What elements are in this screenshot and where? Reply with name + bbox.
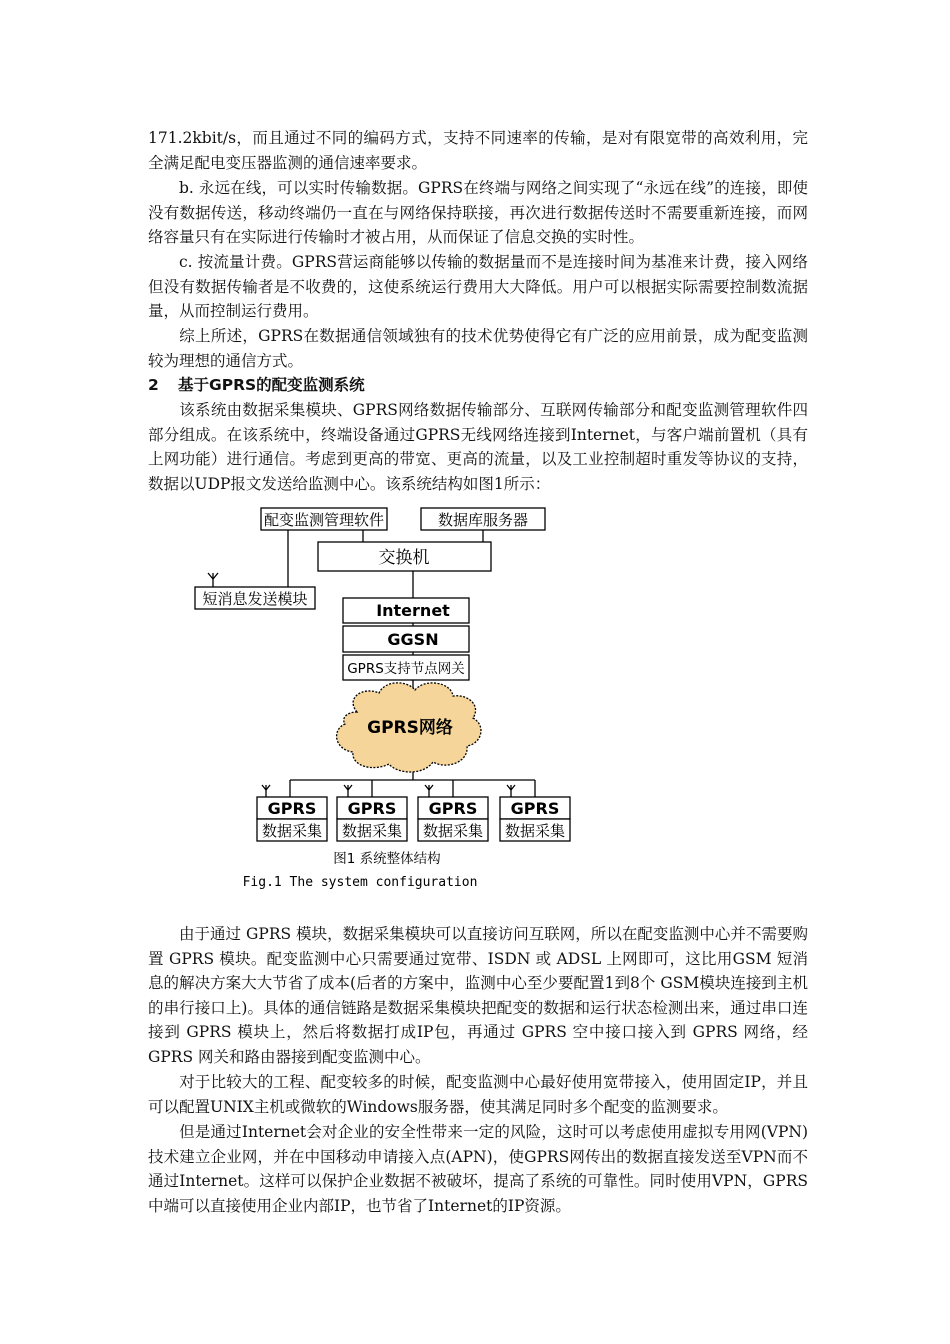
terminal-data-label: 数据采集 bbox=[422, 822, 484, 840]
paragraph-text: 对于比较大的工程、配变较多的时候，配变监测中心最好使用宽带接入，使用固定IP，并且可以配置UNIX主机或微软的Windows服务器，使其满足同时多个配变的监测要求。 bbox=[148, 1073, 808, 1116]
antenna-icon bbox=[507, 785, 515, 797]
paragraph-data-rate bbox=[148, 126, 808, 175]
paragraph-vpn bbox=[148, 1120, 808, 1218]
cloud-label: GPRS网络 bbox=[367, 718, 453, 738]
sms-module-label: 短消息发送模块 bbox=[202, 590, 308, 608]
section-number: 2 bbox=[148, 376, 159, 394]
paragraph-summary bbox=[148, 324, 808, 373]
gprs-network-cloud bbox=[337, 683, 481, 772]
paragraph-text: 由于通过 GPRS 模块，数据采集模块可以直接访问互联网，所以在配变监测中心并不需要购置 GPRS 模块。配变监测中心只需要通过宽带、ISDN 或 ADSL 上网即可，这比用GSM 短消息的解决方案大大节省了成本(后者的方案中，监测中心至少要配置1到8个 GSM模块连接到主机的串行接口上)。具体的通信链路是数据采集模块把配变的数据和运行状态检测出来，通过串口连接到 GPRS 模块上，然后将数据打成IP包，再通过 GPRS 空中接口接入到 GPRS 网络，经 GPRS 网关和路由器接到配变监测中心。 bbox=[148, 925, 808, 1066]
paragraph-always-online bbox=[148, 176, 808, 250]
mgmt-software-label: 配变监测管理软件 bbox=[263, 511, 385, 529]
db-server-label: 数据库服务器 bbox=[437, 511, 529, 529]
paragraph-text: 综上所述，GPRS在数据通信领域独有的技术优势使得它有广泛的应用前景，成为配变监测较为理想的通信方式。 bbox=[148, 327, 808, 370]
paragraph-broadband bbox=[148, 1070, 808, 1119]
terminal-gprs-label: GPRS bbox=[347, 799, 397, 818]
system-diagram bbox=[185, 500, 585, 895]
antenna-icon bbox=[262, 785, 270, 797]
paragraph-text: b. 永远在线，可以实时传输数据。GPRS在终端与网络之间实现了“永远在线”的连接，即使没有数据传送，移动终端仍一直在与网络保持联接，再次进行数据传送时不需要重新连接，而网络容量只有在实际进行传输时才被占用，从而保证了信息交换的实时性。 bbox=[148, 179, 808, 246]
paragraph-text: 171.2kbit/s，而且通过不同的编码方式，支持不同速率的传输，是对有限宽带的高效利用，完全满足配电变压器监测的通信速率要求。 bbox=[148, 129, 808, 172]
paragraph-system-intro bbox=[148, 398, 808, 496]
antenna-icon bbox=[344, 785, 352, 797]
switch-box bbox=[318, 542, 491, 571]
paragraph-text: c. 按流量计费。GPRS营运商能够以传输的数据量而不是连接时间为基准来计费，接入网络但没有数据传输者是不收费的，这使系统运行费用大大降低。用户可以根据实际需要控制数流据量，从而控制运行费用。 bbox=[148, 253, 808, 320]
db-server-box bbox=[421, 508, 545, 530]
internet-box bbox=[343, 598, 469, 623]
terminal-data-label: 数据采集 bbox=[341, 822, 403, 840]
terminal-gprs-label: GPRS bbox=[428, 799, 478, 818]
ggsn-label: GGSN bbox=[387, 630, 439, 649]
paragraph-text: 但是通过Internet会对企业的安全性带来一定的风险，这时可以考虑使用虚拟专用网(VPN)技术建立企业网，并在中国移动申请接入点(APN)，使GPRS网传出的数据直接发送至VPN而不通过Internet。这样可以保护企业数据不被破坏，提高了系统的可靠性。同时使用VPN，GPRS中端可以直接使用企业内部IP，也节省了Internet的IP资源。 bbox=[148, 1123, 808, 1215]
figure-caption-cn: 图1 系统整体结构 bbox=[333, 851, 441, 867]
section-title: 基于GPRS的配变监测系统 bbox=[178, 376, 365, 394]
figure-caption-en: Fig.1 The system configuration bbox=[242, 875, 478, 890]
terminal-gprs-label: GPRS bbox=[267, 799, 317, 818]
sms-module-box bbox=[195, 573, 315, 609]
sgsn-label: GPRS支持节点网关 bbox=[347, 661, 465, 677]
mgmt-software-box bbox=[261, 508, 387, 530]
antenna-icon bbox=[208, 573, 218, 587]
ggsn-box bbox=[343, 626, 469, 652]
terminal-data-label: 数据采集 bbox=[504, 822, 566, 840]
terminal-gprs-label: GPRS bbox=[510, 799, 560, 818]
paragraph-text: 该系统由数据采集模块、GPRS网络数据传输部分、互联网传输部分和配变监测管理软件四部分组成。在该系统中，终端设备通过GPRS无线网络连接到Internet，与客户端前置机（具有上网功能）进行通信。考虑到更高的带宽、更高的流量，以及工业控制超时重发等协议的支持，数据以UDP报文发送给监测中心。该系统结构如图1所示： bbox=[148, 401, 808, 493]
internet-label: Internet bbox=[376, 601, 450, 620]
paragraph-billing bbox=[148, 250, 808, 324]
terminal-data-label: 数据采集 bbox=[261, 822, 323, 840]
sgsn-box bbox=[343, 655, 469, 680]
section-heading bbox=[148, 373, 365, 395]
switch-label: 交换机 bbox=[378, 548, 430, 568]
terminal-1 bbox=[257, 785, 327, 841]
antenna-icon bbox=[425, 785, 433, 797]
paragraph-link-description bbox=[148, 922, 808, 1069]
